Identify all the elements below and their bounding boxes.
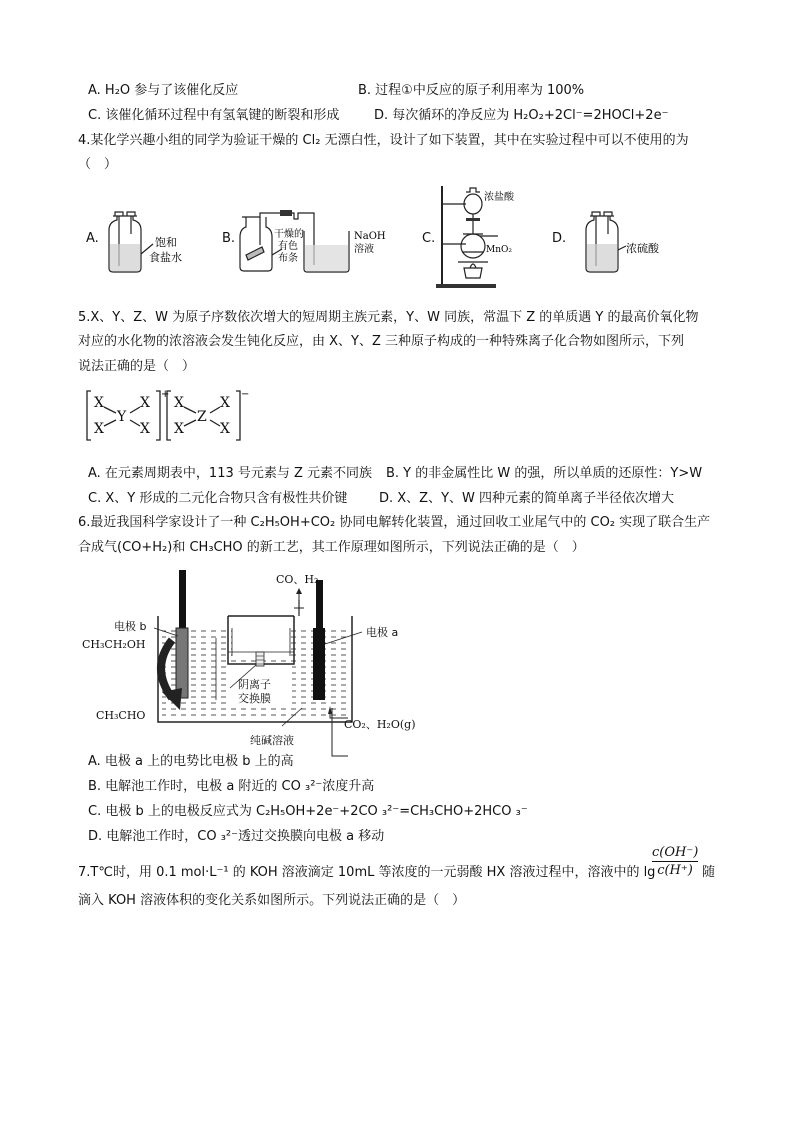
q6-co2-h2o-label: CO₂、H₂O(g) <box>344 718 416 731</box>
q6-ethanol-label: CH₃CH₂OH <box>82 638 146 651</box>
q6-option-a: A. 电极 a 上的电势比电极 b 上的高 <box>88 754 294 769</box>
q5-option-a: A. 在元素周期表中，113 号元素与 Z 元素不同族 <box>88 466 373 481</box>
q5-option-c: C. X、Y 形成的二元化合物只含有极性共价键 <box>88 491 348 506</box>
q6-co-h2-label: CO、H₂ <box>276 573 319 586</box>
q6-membrane-label-1: 阴离子 <box>238 678 271 691</box>
q4-stem-line1: 4.某化学兴趣小组的同学为验证干燥的 Cl₂ 无漂白性，设计了如下装置，其中在实验过程中可以不使用的为 <box>78 133 689 148</box>
q4-b-label-2: 有色 <box>278 241 298 252</box>
q4-label-c: C. <box>422 231 436 246</box>
q6-option-d: D. 电解池工作时，CO ₃²⁻透过交换膜向电极 a 移动 <box>88 829 385 844</box>
q7-fraction-numerator: c(OH⁻) <box>652 845 699 860</box>
q4-label-d: D. <box>552 231 567 246</box>
q5-atom-x: X <box>140 421 150 437</box>
q7-fraction <box>652 845 698 878</box>
q4-b-label-1: 干燥的 <box>274 229 304 240</box>
q6-soda-label: 纯碱溶液 <box>250 734 294 747</box>
q4-d-label: 浓硫酸 <box>626 242 659 255</box>
q5-atom-x: X <box>94 421 104 437</box>
q4-b-label-3: 布条 <box>278 253 298 264</box>
q6-option-c: C. 电极 b 上的电极反应式为 C₂H₅OH+2e⁻+2CO ₃²⁻=CH₃CHO+2HCO ₃⁻ <box>88 804 528 819</box>
q4-label-a: A. <box>86 231 99 246</box>
q6-acetaldehyde-label: CH₃CHO <box>96 709 146 722</box>
q6-membrane-label-2: 交换膜 <box>238 692 271 705</box>
q3-option-d: D. 每次循环的净反应为 H₂O₂+2Cl⁻=2HOCl+2e⁻ <box>374 108 669 123</box>
q7-stem-line1: 7.T℃时，用 0.1 mol·L⁻¹ 的 KOH 溶液滴定 10mL 等浓度的一元弱酸 HX 溶液过程中，溶液中的 lg <box>78 865 656 880</box>
q4-b-label-5: 溶液 <box>354 244 374 255</box>
q3-option-a: A. H₂O 参与了该催化反应 <box>88 83 239 98</box>
q6-stem-line1: 6.最近我国科学家设计了一种 C₂H₅OH+CO₂ 协同电解转化装置，通过回收工业尾气中的 CO₂ 实现了联合生产 <box>78 515 711 530</box>
q5-atom-y: Y <box>117 409 127 425</box>
q6-electrode-b-label: 电极 b <box>114 620 147 633</box>
q5-cation-charge: + <box>161 389 170 400</box>
q5-stem-line2: 对应的水化物的浓溶液会发生钝化反应，由 X、Y、Z 三种原子构成的一种特殊离子化合物如图所示，下列 <box>78 334 685 349</box>
q7-stem-line2: 滴入 KOH 溶液体积的变化关系如图所示。下列说法正确的是（ ） <box>78 893 466 908</box>
q4-stem-line2: （ ） <box>78 157 118 172</box>
q4-a-label-2: 食盐水 <box>149 251 182 264</box>
q4-b-label-4: NaOH <box>354 231 386 242</box>
q6-stem-line2: 合成气(CO+H₂)和 CH₃CHO 的新工艺，其工作原理如图所示，下列说法正确的是（ ） <box>78 540 585 555</box>
q7-fraction-denominator: c(H⁺) <box>657 863 693 878</box>
q7-stem-line1-end: 随 <box>702 865 716 880</box>
q5-option-d: D. X、Z、Y、W 四种元素的简单离子半径依次增大 <box>379 491 675 506</box>
q4-c-label-1: 浓盐酸 <box>484 192 514 203</box>
q5-atom-x: X <box>94 395 104 411</box>
q3-option-b: B. 过程①中反应的原子利用率为 100% <box>358 83 585 98</box>
q5-ionic-structure <box>84 388 264 448</box>
q5-atom-x: X <box>174 395 184 411</box>
q5-atom-x: X <box>220 395 230 411</box>
q4-a-label-1: 饱和 <box>155 236 177 249</box>
q4-apparatus-a <box>105 210 195 275</box>
q4-label-b: B. <box>222 231 236 246</box>
q5-anion-charge: − <box>241 389 250 400</box>
q5-stem-line1: 5.X、Y、Z、W 为原子序数依次增大的短周期主族元素，Y、W 同族，常温下 Z 的单质遇 Y 的最高价氧化物 <box>78 310 699 325</box>
q4-c-label-2: MnO₂ <box>486 245 512 255</box>
gas-washing-bottle-icon <box>109 212 153 272</box>
q5-atom-x: X <box>174 421 184 437</box>
q4-apparatus-d <box>582 210 672 275</box>
q5-atom-z: Z <box>197 409 207 425</box>
q4-apparatus-b <box>238 205 398 275</box>
q6-electrolysis-diagram <box>80 568 420 748</box>
q5-stem-line3: 说法正确的是（ ） <box>78 359 196 374</box>
q4-apparatus-c <box>436 184 526 294</box>
q3-option-c: C. 该催化循环过程中有氢氧键的断裂和形成 <box>88 108 340 123</box>
q5-atom-x: X <box>220 421 230 437</box>
q5-option-b: B. Y 的非金属性比 W 的强，所以单质的还原性：Y>W <box>386 466 703 481</box>
q5-atom-x: X <box>140 395 150 411</box>
q6-option-b: B. 电解池工作时，电极 a 附近的 CO ₃²⁻浓度升高 <box>88 779 375 794</box>
q6-electrode-a-label: 电极 a <box>366 626 399 639</box>
q7-fraction-bar <box>652 861 698 862</box>
